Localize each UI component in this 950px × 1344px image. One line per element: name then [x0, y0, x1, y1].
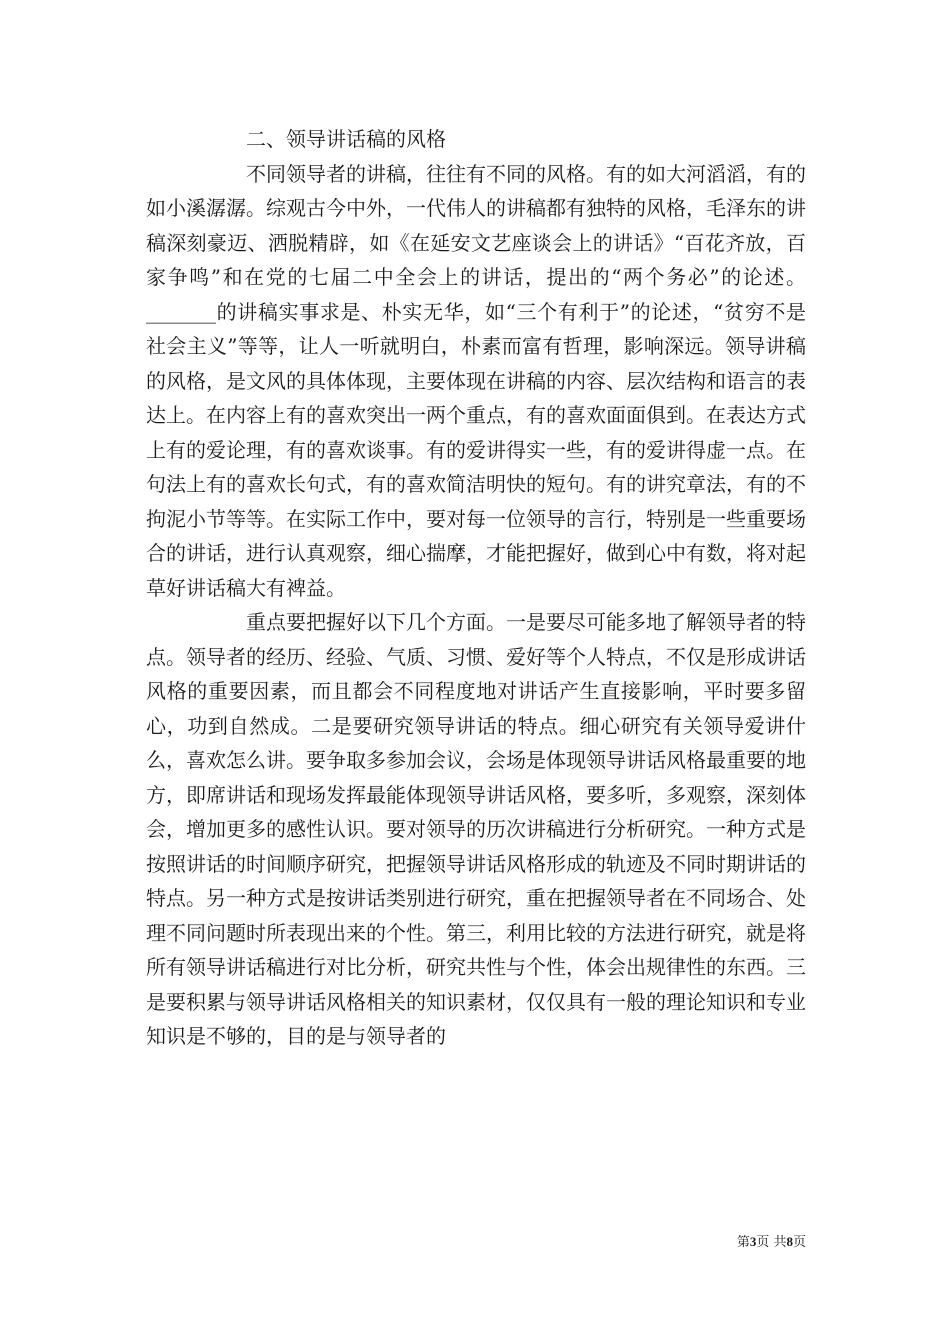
- footer-suffix: 页: [792, 1235, 806, 1250]
- page-footer: [737, 1233, 806, 1252]
- document-body: [146, 122, 806, 1054]
- footer-middle: 页 共: [756, 1235, 787, 1250]
- section-heading: 二、领导讲话稿的风格: [246, 127, 446, 151]
- paragraph-1: 不同领导者的讲稿，往往有不同的风格。有的如大河滔滔，有的如小溪潺潺。综观古今中外，一代伟人的讲稿都有独特的风格，毛泽东的讲稿深刻豪迈、洒脱精辟，如《在延安文艺座谈会上的讲话》“百花齐放，百家争鸣”和在党的七届二中全会上的讲话，提出的“两个务必”的论述。_______的讲稿实事求是、朴实无华，如“三个有利于”的论述，“贫穷不是社会主义”等等，让人一听就明白，朴素而富有哲理，影响深远。领导讲稿的风格，是文风的具体体现，主要体现在讲稿的内容、层次结构和语言的表达上。在内容上有的喜欢突出一两个重点，有的喜欢面面俱到。在表达方式上有的爱论理，有的喜欢谈事。有的爱讲得实一些，有的爱讲得虚一点。在句法上有的喜欢长句式，有的喜欢简洁明快的短句。有的讲究章法，有的不拘泥小节等等。在实际工作中，要对每一位领导的言行，特别是一些重要场合的讲话，进行认真观察，细心揣摩，才能把握好，做到心中有数，将对起草好讲话稿大有裨益。: [146, 161, 806, 600]
- footer-prefix: 第: [736, 1235, 750, 1250]
- total-page-count: 8: [786, 1234, 793, 1249]
- paragraph-2: 重点要把握好以下几个方面。一是要尽可能多地了解领导者的特点。领导者的经历、经验、气质、习惯、爱好等个人特点，不仅是形成讲话风格的重要因素，而且都会不同程度地对讲话产生直接影响，平时要多留心，功到自然成。二是要研究领导讲话的特点。细心研究有关领导爱讲什么，喜欢怎么讲。要争取多参加会议，会场是体现领导讲话风格最重要的地方，即席讲话和现场发挥最能体现领导讲话风格，要多听，多观察，深刻体会，增加更多的感性认识。要对领导的历次讲稿进行分析研究。一种方式是按照讲话的时间顺序研究，把握领导讲话风格形成的轨迹及不同时期讲话的特点。另一种方式是按讲话类别进行研究，重在把握领导者在不同场合、处理不同问题时所表现出来的个性。第三，利用比较的方法进行研究，就是将所有领导讲话稿进行对比分析，研究共性与个性，体会出规律性的东西。三是要积累与领导讲话风格相关的知识素材，仅仅具有一般的理论知识和专业知识是不够的，目的是与领导者的: [146, 610, 806, 1048]
- current-page-number: 3: [749, 1234, 757, 1249]
